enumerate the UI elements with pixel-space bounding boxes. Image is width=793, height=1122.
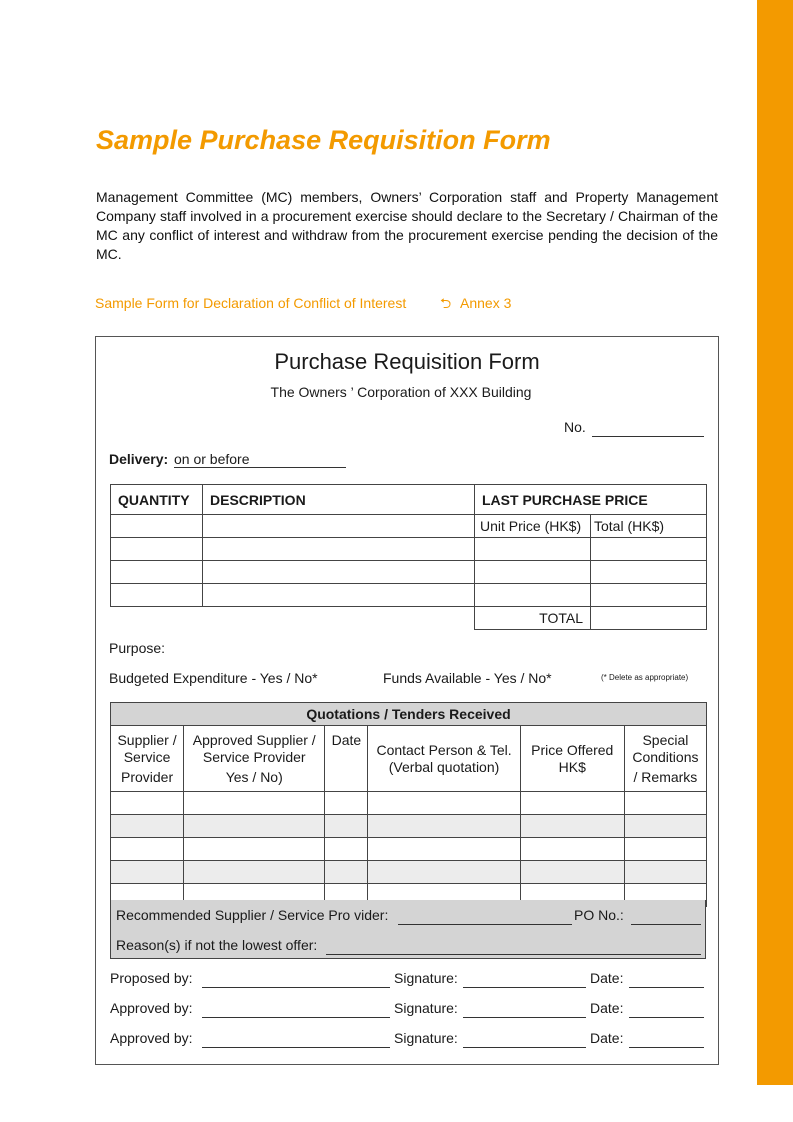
number-field[interactable] <box>592 420 704 437</box>
description-cell[interactable] <box>203 515 475 538</box>
name-field[interactable] <box>202 1031 390 1048</box>
description-cell[interactable] <box>203 538 475 561</box>
supplier-header: Supplier / Service Provider <box>111 726 184 792</box>
name-field[interactable] <box>202 971 390 988</box>
po-number-field[interactable] <box>631 907 701 925</box>
signature-label: Signature: <box>394 1030 458 1046</box>
delivery-field[interactable]: on or before <box>174 451 346 468</box>
name-field[interactable] <box>202 1001 390 1018</box>
total-label: TOTAL <box>475 607 591 630</box>
date-label: Date: <box>590 970 624 986</box>
table-row <box>111 861 707 884</box>
quantity-cell[interactable] <box>111 561 203 584</box>
unit-price-header: Unit Price (HK$) <box>475 515 591 538</box>
recommendation-panel <box>110 900 706 959</box>
signature-row-approved-2 <box>110 1030 624 1046</box>
table-row <box>111 515 707 538</box>
signature-label: Signature: <box>394 1000 458 1016</box>
total-row <box>111 607 707 630</box>
table-row <box>111 815 707 838</box>
total-cell[interactable] <box>591 561 707 584</box>
total-price-header: Total (HK$) <box>591 515 707 538</box>
items-table <box>110 484 707 630</box>
total-cell[interactable] <box>591 584 707 607</box>
return-arrow-icon: ⮌ <box>440 295 452 311</box>
total-cell[interactable] <box>591 538 707 561</box>
reason-label: Reason(s) if not the lowest offer: <box>116 937 318 953</box>
recommended-supplier-field[interactable] <box>398 907 572 925</box>
purpose-label: Purpose: <box>109 640 166 656</box>
description-cell[interactable] <box>203 561 475 584</box>
approved-supplier-header: Approved Supplier / Service Provider Yes / No) <box>184 726 325 792</box>
signature-row-proposed <box>110 970 624 986</box>
table-row <box>111 538 707 561</box>
quantity-cell[interactable] <box>111 538 203 561</box>
annex-reference <box>95 295 512 311</box>
unit-price-cell[interactable] <box>475 538 591 561</box>
quantity-header: QUANTITY <box>111 485 203 515</box>
table-row <box>111 584 707 607</box>
signature-field[interactable] <box>463 971 586 988</box>
form-title: Purchase Requisition Form <box>274 349 540 374</box>
date-header: Date <box>325 726 368 792</box>
unit-price-cell[interactable] <box>475 584 591 607</box>
reason-field[interactable] <box>326 937 701 955</box>
funds-available: Funds Available - Yes / No* <box>383 670 552 686</box>
price-offered-header: Price Offered HK$ <box>520 726 624 792</box>
annex-label[interactable]: Annex 3 <box>460 295 512 311</box>
description-cell[interactable] <box>203 584 475 607</box>
special-conditions-header: Special Conditions / Remarks <box>624 726 706 792</box>
delivery-label: Delivery: <box>109 451 169 467</box>
last-price-header: LAST PURCHASE PRICE <box>475 485 707 515</box>
purchase-requisition-form <box>95 336 719 1065</box>
contact-person-header: Contact Person & Tel. (Verbal quotation) <box>368 726 520 792</box>
role-label: Proposed by: <box>110 970 193 986</box>
date-field[interactable] <box>629 1031 704 1048</box>
number-label: No. <box>564 419 586 435</box>
recommended-supplier-label: Recommended Supplier / Service Pro vider: <box>116 907 389 923</box>
quantity-cell[interactable] <box>111 584 203 607</box>
signature-label: Signature: <box>394 970 458 986</box>
table-row <box>111 838 707 861</box>
signature-field[interactable] <box>463 1031 586 1048</box>
form-subtitle: The Owners ’ Corporation of XXX Building <box>270 384 532 400</box>
role-label: Approved by: <box>110 1030 193 1046</box>
table-row <box>111 561 707 584</box>
quantity-cell[interactable] <box>111 515 203 538</box>
orange-side-bar <box>757 0 793 1085</box>
date-label: Date: <box>590 1030 624 1046</box>
unit-price-cell[interactable] <box>475 561 591 584</box>
table-row <box>111 792 707 815</box>
signature-field[interactable] <box>463 1001 586 1018</box>
description-header: DESCRIPTION <box>203 485 475 515</box>
delete-note: (* Delete as appropriate) <box>601 673 689 682</box>
date-field[interactable] <box>629 971 704 988</box>
quotations-table <box>110 702 707 907</box>
intro-paragraph: Management Committee (MC) members, Owners’ Corporation staff and Property Management Company staff involved in a procurement exercise should declare to the Secretary / Chairman of the MC any conflict of interest and withdraw from the procurement exercise pending the decision of the MC. <box>96 189 718 262</box>
po-number-label: PO No.: <box>574 907 624 923</box>
quotations-title: Quotations / Tenders Received <box>111 703 707 726</box>
date-label: Date: <box>590 1000 624 1016</box>
date-field[interactable] <box>629 1001 704 1018</box>
page-title: Sample Purchase Requisition Form <box>96 125 551 155</box>
grand-total-cell[interactable] <box>591 607 707 630</box>
declaration-form-link[interactable]: Sample Form for Declaration of Conflict of Interest <box>95 295 407 311</box>
role-label: Approved by: <box>110 1000 193 1016</box>
signature-row-approved-1 <box>110 1000 624 1016</box>
budgeted-expenditure: Budgeted Expenditure - Yes / No* <box>109 670 318 686</box>
